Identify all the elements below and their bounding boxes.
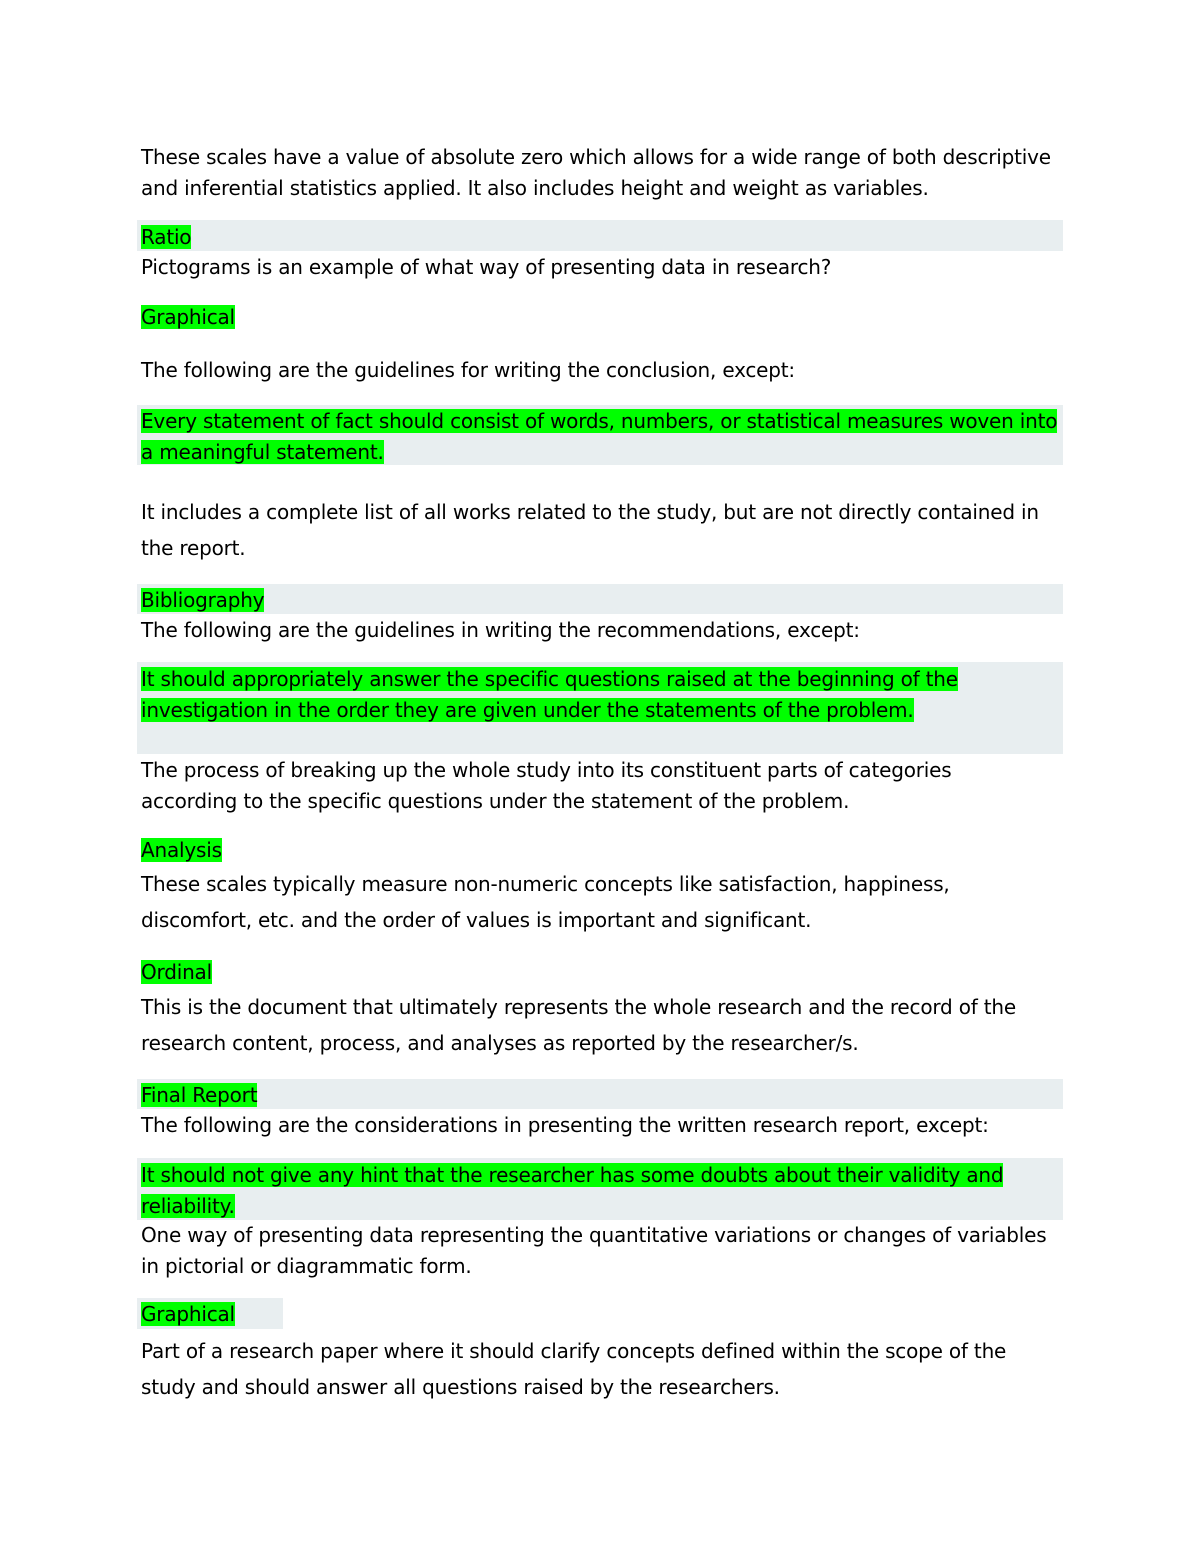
answer-text (141, 1080, 1066, 1111)
answer-highlight: Analysis (141, 838, 222, 862)
answer-highlight: It should appropriately answer the specific questions raised at the beginning of the investigation in the order they are given under the statements of the problem. (141, 667, 958, 722)
question-text: This is the document that ultimately represents the whole research and the record of the research content, process, and analyses as reported by the researcher/s. (141, 995, 1016, 1055)
question-text: These scales typically measure non-numeric concepts like satisfaction, happiness, discomfort, etc. and the order of values is important and significant. (141, 872, 950, 932)
answer-highlight: It should not give any hint that the researcher has some doubts about their validity and reliability. (141, 1163, 1004, 1218)
answer-highlight: Graphical (141, 305, 235, 329)
answer-text (141, 302, 1066, 333)
answer-text (141, 835, 1066, 866)
question-text: Part of a research paper where it should clarify concepts defined within the scope of the study and should answer all questions raised by the researchers. (141, 1339, 1007, 1399)
answer-highlight: Bibliography (141, 588, 265, 612)
answer-text (141, 957, 1066, 988)
answer-text (141, 222, 1066, 253)
answer-highlight: Ordinal (141, 960, 212, 984)
answer-text (141, 664, 976, 726)
answer-highlight: Final Report (141, 1083, 258, 1107)
answer-highlight: Every statement of fact should consist of words, numbers, or statistical measures woven into a meaningful statement. (141, 409, 1058, 464)
question-text: Pictograms is an example of what way of presenting data in research? (141, 255, 832, 279)
answer-highlight: Graphical (141, 1302, 235, 1326)
answer-text (141, 406, 1061, 468)
answer-highlight: Ratio (141, 225, 192, 249)
question-text: One way of presenting data representing the quantitative variations or changes of variables in pictorial or diagrammatic form. (141, 1223, 1047, 1278)
question-text: The following are the guidelines in writing the recommendations, except: (141, 618, 860, 642)
question-text: These scales have a value of absolute zero which allows for a wide range of both descriptive and inferential statistics applied. It also includes height and weight as variables. (141, 145, 1051, 200)
answer-text (141, 585, 1066, 616)
question-text: The following are the considerations in presenting the written research report, except: (141, 1113, 989, 1137)
question-text: It includes a complete list of all works related to the study, but are not directly contained in the report. (141, 500, 1039, 560)
answer-text (141, 1299, 1066, 1330)
question-text: The following are the guidelines for writing the conclusion, except: (141, 358, 795, 382)
answer-text (141, 1160, 1021, 1222)
question-text: The process of breaking up the whole study into its constituent parts of categories according to the specific questions under the statement of the problem. (141, 758, 952, 813)
